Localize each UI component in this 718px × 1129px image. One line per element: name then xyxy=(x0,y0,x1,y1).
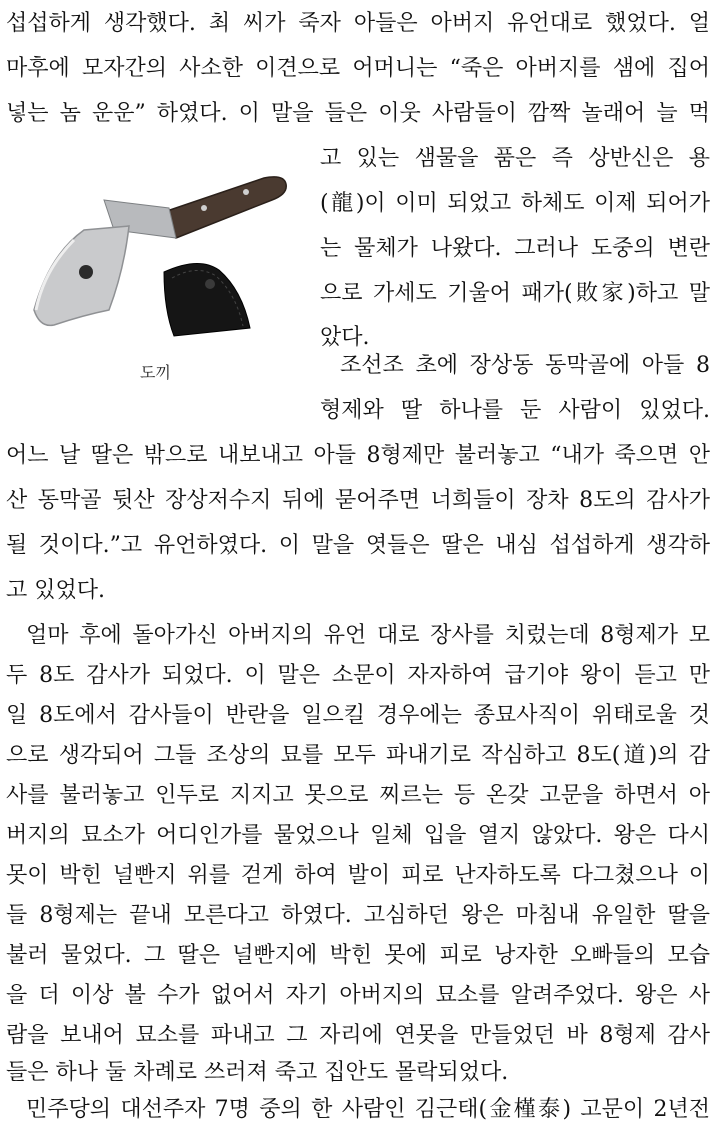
text-line: 으로 가세도 기울어 패가(敗家)하고 말 xyxy=(320,281,710,306)
text-line: 민주당의 대선주자 7명 중의 한 사람인 김근태(金槿泰) 고문이 2년전 xyxy=(26,1097,710,1122)
text-line: 조선조 초에 장상동 동막골에 아들 8 xyxy=(340,353,710,378)
figure-caption: 도끼 xyxy=(140,363,171,382)
text-line: 일 8도에서 감사들이 반란을 일으킬 경우에는 종묘사직이 위태로울 것 xyxy=(6,703,710,728)
text-line: 마후에 모자간의 사소한 이견으로 어머니는 “죽은 아버지를 샘에 집어 xyxy=(6,56,710,81)
blade-bolt xyxy=(79,265,93,279)
text-line: 형제와 딸 하나를 둔 사람이 있었다. xyxy=(320,398,710,423)
text-line: 얼마 후에 돌아가신 아버지의 유언 대로 장사를 치렀는데 8형제가 모 xyxy=(26,623,710,648)
text-line: 람을 보내어 묘소를 파내고 그 자리에 연못을 만들었던 바 8형제 감사 xyxy=(6,1023,710,1048)
text-line: 을 더 이상 볼 수가 없어서 자기 아버지의 묘소를 알려주었다. 왕은 사 xyxy=(6,983,710,1008)
text-line: 는 물체가 나왔다. 그러나 도중의 변란 xyxy=(320,236,710,261)
text-line: 았다. xyxy=(320,325,370,350)
text-line: 으로 생각되어 그들 조상의 묘를 모두 파내기로 작심하고 8도(道)의 감 xyxy=(6,743,710,768)
text-line: 버지의 묘소가 어디인가를 물었으나 일체 입을 열지 않았다. 왕은 다시 xyxy=(6,823,710,848)
axe-figure xyxy=(14,160,304,350)
axe-sheath xyxy=(164,263,250,336)
text-line: 고 있는 샘물을 품은 즉 상반신은 용 xyxy=(320,146,710,171)
text-line: 어느 날 딸은 밖으로 내보내고 아들 8형제만 불러놓고 “내가 죽으면 안 xyxy=(6,443,710,468)
text-line: 산 동막골 뒷산 장상저수지 뒤에 묻어주면 너희들이 장차 8도의 감사가 xyxy=(6,488,710,513)
text-line: 불러 물었다. 그 딸은 널빤지에 박힌 못에 피로 낭자한 오빠들의 모습 xyxy=(6,943,710,968)
text-line: 사를 불러놓고 인두로 지지고 못으로 찌르는 등 온갖 고문을 하면서 아 xyxy=(6,783,710,808)
axe-handle xyxy=(164,177,286,238)
rivet xyxy=(243,189,249,195)
text-line: 고 있었다. xyxy=(6,578,105,603)
text-line: 넣는 놈 운운” 하였다. 이 말을 들은 이웃 사람들이 깜짝 놀래어 늘 먹 xyxy=(6,101,710,126)
text-line: 들은 하나 둘 차례로 쓰러져 죽고 집안도 몰락되었다. xyxy=(6,1060,509,1085)
text-line: 될 것이다.”고 유언하였다. 이 말을 엿들은 딸은 내심 섭섭하게 생각하 xyxy=(6,533,710,558)
text-line: 섭섭하게 생각했다. 최 씨가 죽자 아들은 아버지 유언대로 했었다. 얼 xyxy=(6,11,710,36)
text-line: 못이 박힌 널빤지 위를 걷게 하여 발이 피로 난자하도록 다그쳤으나 이 xyxy=(6,863,710,888)
axe-image xyxy=(14,160,304,350)
sheath-snap xyxy=(205,279,215,289)
text-line: 들 8형제는 끝내 모른다고 하였다. 고심하던 왕은 마침내 유일한 딸을 xyxy=(6,903,710,928)
text-line: (龍)이 이미 되었고 하체도 이제 되어가 xyxy=(320,191,710,216)
text-line: 두 8도 감사가 되었다. 이 말은 소문이 자자하여 급기야 왕이 듣고 만 xyxy=(6,663,710,688)
rivet xyxy=(201,205,207,211)
